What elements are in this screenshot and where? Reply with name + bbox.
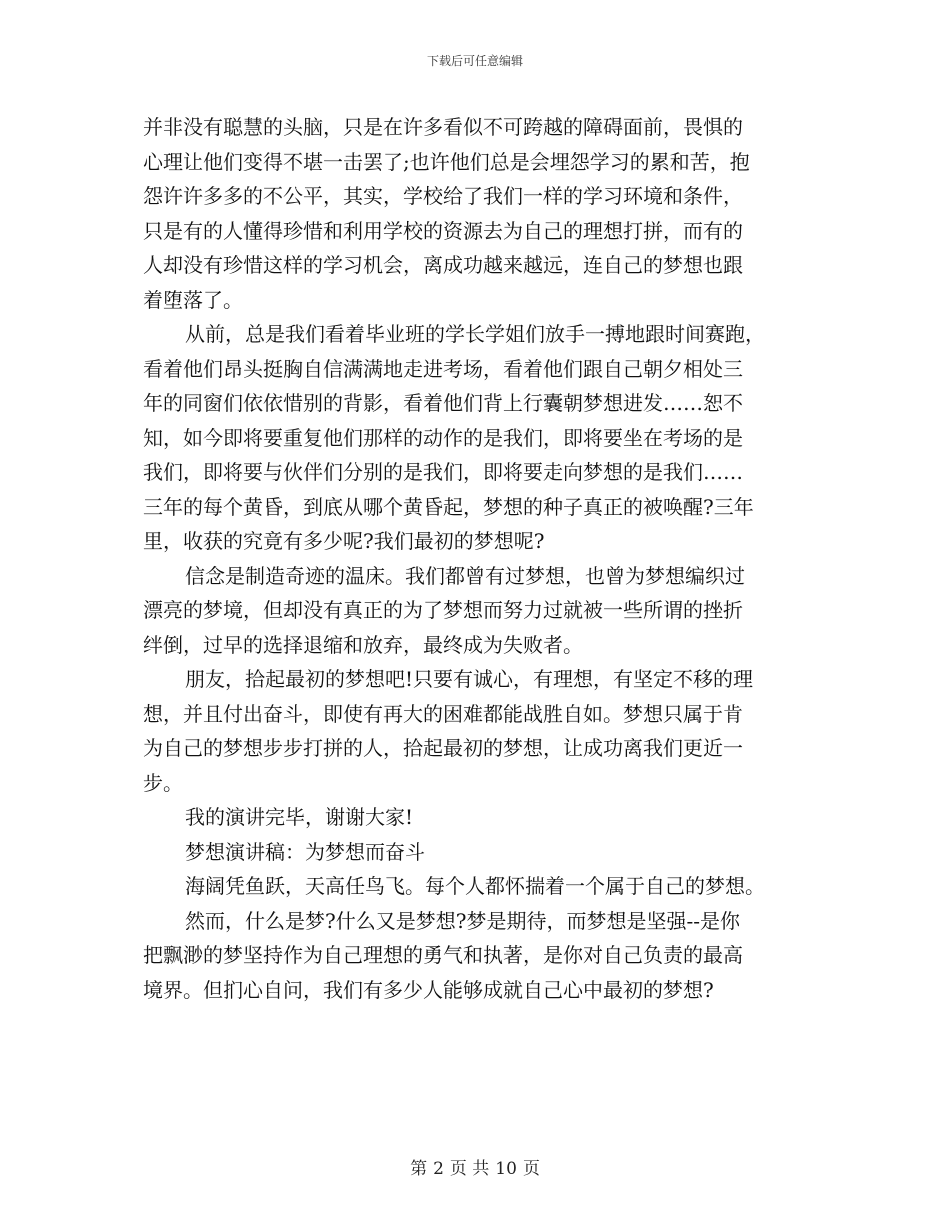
text-line: 知，如今即将要重复他们那样的动作的是我们，即将要坐在考场的是	[143, 425, 743, 450]
text-line: 心理让他们变得不堪一击罢了;也许他们总是会埋怨学习的累和苦，抱	[143, 149, 750, 174]
text-line: 只是有的人懂得珍惜和利用学校的资源去为自己的理想打拼，而有的	[143, 218, 743, 243]
text-line: 漂亮的梦境，但却没有真正的为了梦想而努力过就被一些所谓的挫折	[143, 598, 743, 622]
text-line: 把飘渺的梦坚持作为自己理想的勇气和执著，是你对自己负责的最高	[143, 943, 743, 967]
text-line: 绊倒，过早的选择退缩和放弃，最终成为失败者。	[143, 632, 583, 657]
text-line: 步。	[143, 770, 183, 795]
text-line: 看着他们昂头挺胸自信满满地走进考场，看着他们跟自己朝夕相处三	[143, 356, 743, 381]
text-line: 信念是制造奇迹的温床。我们都曾有过梦想，也曾为梦想编织过	[185, 563, 745, 588]
document-body	[143, 110, 813, 1007]
footer-middle: 页 共	[449, 1159, 490, 1179]
text-line: 年的同窗们依依惜别的背影，看着他们背上行囊朝梦想进发……恕不	[143, 391, 743, 415]
footer-suffix: 页	[522, 1159, 540, 1179]
text-line: 并非没有聪慧的头脑，只是在许多看似不可跨越的障碍面前，畏惧的	[143, 115, 743, 139]
text-line: 怨许许多多的不公平，其实，学校给了我们一样的学习环境和条件，	[143, 184, 743, 208]
footer-total-pages: 10	[495, 1159, 517, 1179]
page-footer	[0, 1154, 950, 1179]
text-line: 想，并且付出奋斗，即使有再大的困难都能战胜自如。梦想只属于肯	[143, 701, 743, 726]
text-line: 为自己的梦想步步打拼的人，拾起最初的梦想，让成功离我们更近一	[143, 736, 743, 760]
footer-page-number: 2	[433, 1159, 444, 1179]
text-line: 从前，总是我们看着毕业班的学长学姐们放手一搏地跟时间赛跑，	[185, 322, 765, 346]
text-line: 梦想演讲稿：为梦想而奋斗	[185, 839, 425, 864]
text-line: 然而，什么是梦?什么又是梦想?梦是期待，而梦想是坚强--是你	[185, 908, 740, 933]
footer-prefix: 第	[410, 1159, 428, 1179]
page-header: 下载后可任意编辑	[426, 54, 523, 68]
text-line: 境界。但扪心自问，我们有多少人能够成就自己心中最初的梦想?	[143, 977, 714, 1002]
text-line: 三年的每个黄昏，到底从哪个黄昏起，梦想的种子真正的被唤醒?三年	[143, 494, 754, 519]
text-line: 里，收获的究竟有多少呢?我们最初的梦想呢?	[143, 529, 545, 553]
text-line: 人却没有珍惜这样的学习机会，离成功越来越远，连自己的梦想也跟	[143, 253, 743, 277]
text-line: 着堕落了。	[143, 287, 243, 312]
text-line: 海阔凭鱼跃，天高任鸟飞。每个人都怀揣着一个属于自己的梦想。	[185, 874, 765, 898]
text-line: 朋友，拾起最初的梦想吧!只要有诚心，有理想，有坚定不移的理	[185, 667, 754, 691]
text-line: 我的演讲完毕，谢谢大家!	[185, 805, 414, 829]
text-line: 我们，即将要与伙伴们分别的是我们，即将要走向梦想的是我们……	[143, 460, 743, 484]
